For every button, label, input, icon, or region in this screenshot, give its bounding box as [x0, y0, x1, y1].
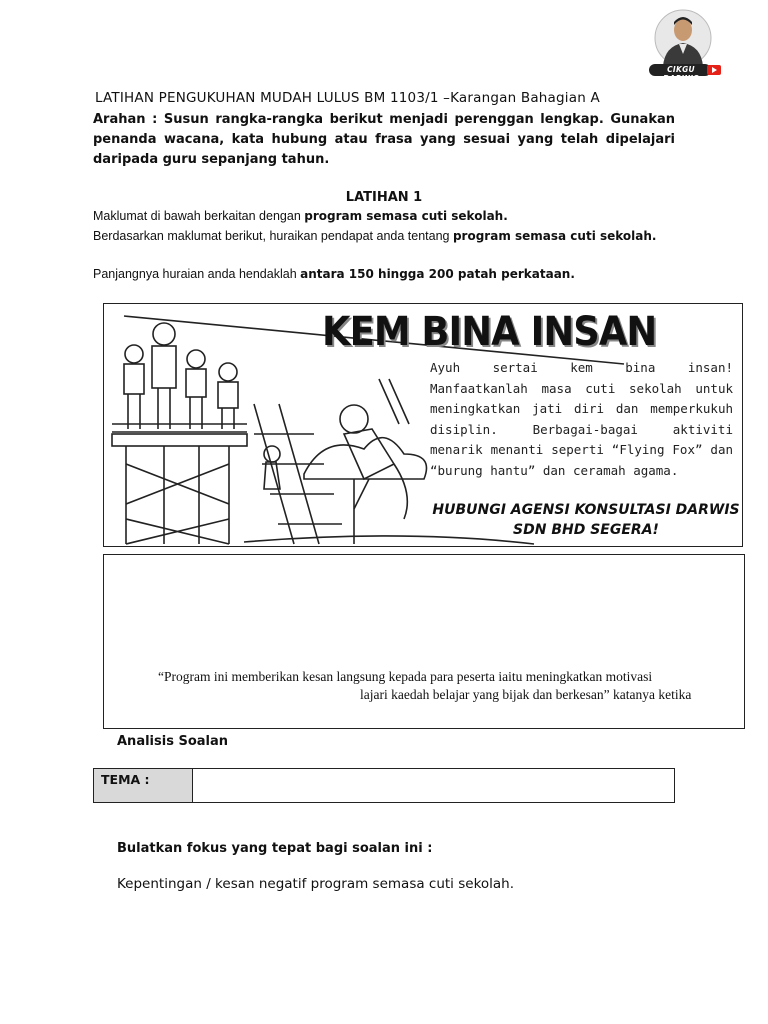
avatar	[643, 8, 723, 83]
brief-line-1-bold: program semasa cuti sekolah.	[304, 209, 508, 223]
page-heading: LATIHAN PENGUKUHAN MUDAH LULUS BM 1103/1 –Karangan Bahagian A	[95, 90, 600, 106]
brief-line-2-text: Berdasarkan maklumat berikut, huraikan pendapat anda tentang	[93, 229, 453, 243]
poster-cta: HUBUNGI AGENSI KONSULTASI DARWIS SDN BHD SEGERA!	[432, 502, 740, 538]
brief-line-2-bold: program semasa cuti sekolah.	[452, 229, 657, 243]
analysis-title: Analisis Soalan	[117, 734, 229, 749]
brief-line-3-text: Panjangnya huraian anda hendaklah	[93, 267, 301, 281]
poster-body: Ayuh sertai kem bina insan! Manfaatkanlah masa cuti sekolah untuk meningkatkan jati diri dan memperkukuh disiplin. Berbagai-bagai aktiviti menarik menanti seperti “Flying Fox” dan “burung hantu” dan ceramah agama.	[430, 360, 733, 478]
avatar-caption: CIKGU DARWIS	[662, 65, 700, 83]
tema-table	[93, 768, 675, 803]
instruction-text: Arahan : Susun rangka-rangka berikut menjadi perenggan lengkap. Gunakan penanda wacana, kata hubung atau frasa yang sesuai yang telah dipelajari daripada guru sepanjang tahun.	[93, 112, 675, 167]
exercise-title: LATIHAN 1	[345, 190, 423, 205]
brief-line-3	[93, 265, 678, 284]
focus-options[interactable]: Kepentingan / kesan negatif program semasa cuti sekolah.	[117, 876, 515, 892]
quote-line-2: lajari kaedah belajar yang bijak dan berkesan” katanya ketika	[360, 687, 692, 702]
quote-line-1: “Program ini memberikan kesan langsung kepada para peserta iaitu meningkatkan motivasi	[158, 669, 653, 684]
brief-line-1-text: Maklumat di bawah berkaitan dengan	[93, 209, 305, 223]
tema-value-cell[interactable]	[193, 769, 674, 802]
brief-line-1	[93, 207, 678, 226]
brief-line-2	[93, 227, 678, 246]
focus-question: Bulatkan fokus yang tepat bagi soalan ini :	[117, 841, 433, 856]
brief-line-3-bold: antara 150 hingga 200 patah perkataan.	[300, 267, 575, 281]
tema-label: TEMA :	[94, 769, 193, 802]
poster-title: KEM BINA INSAN	[322, 309, 657, 355]
